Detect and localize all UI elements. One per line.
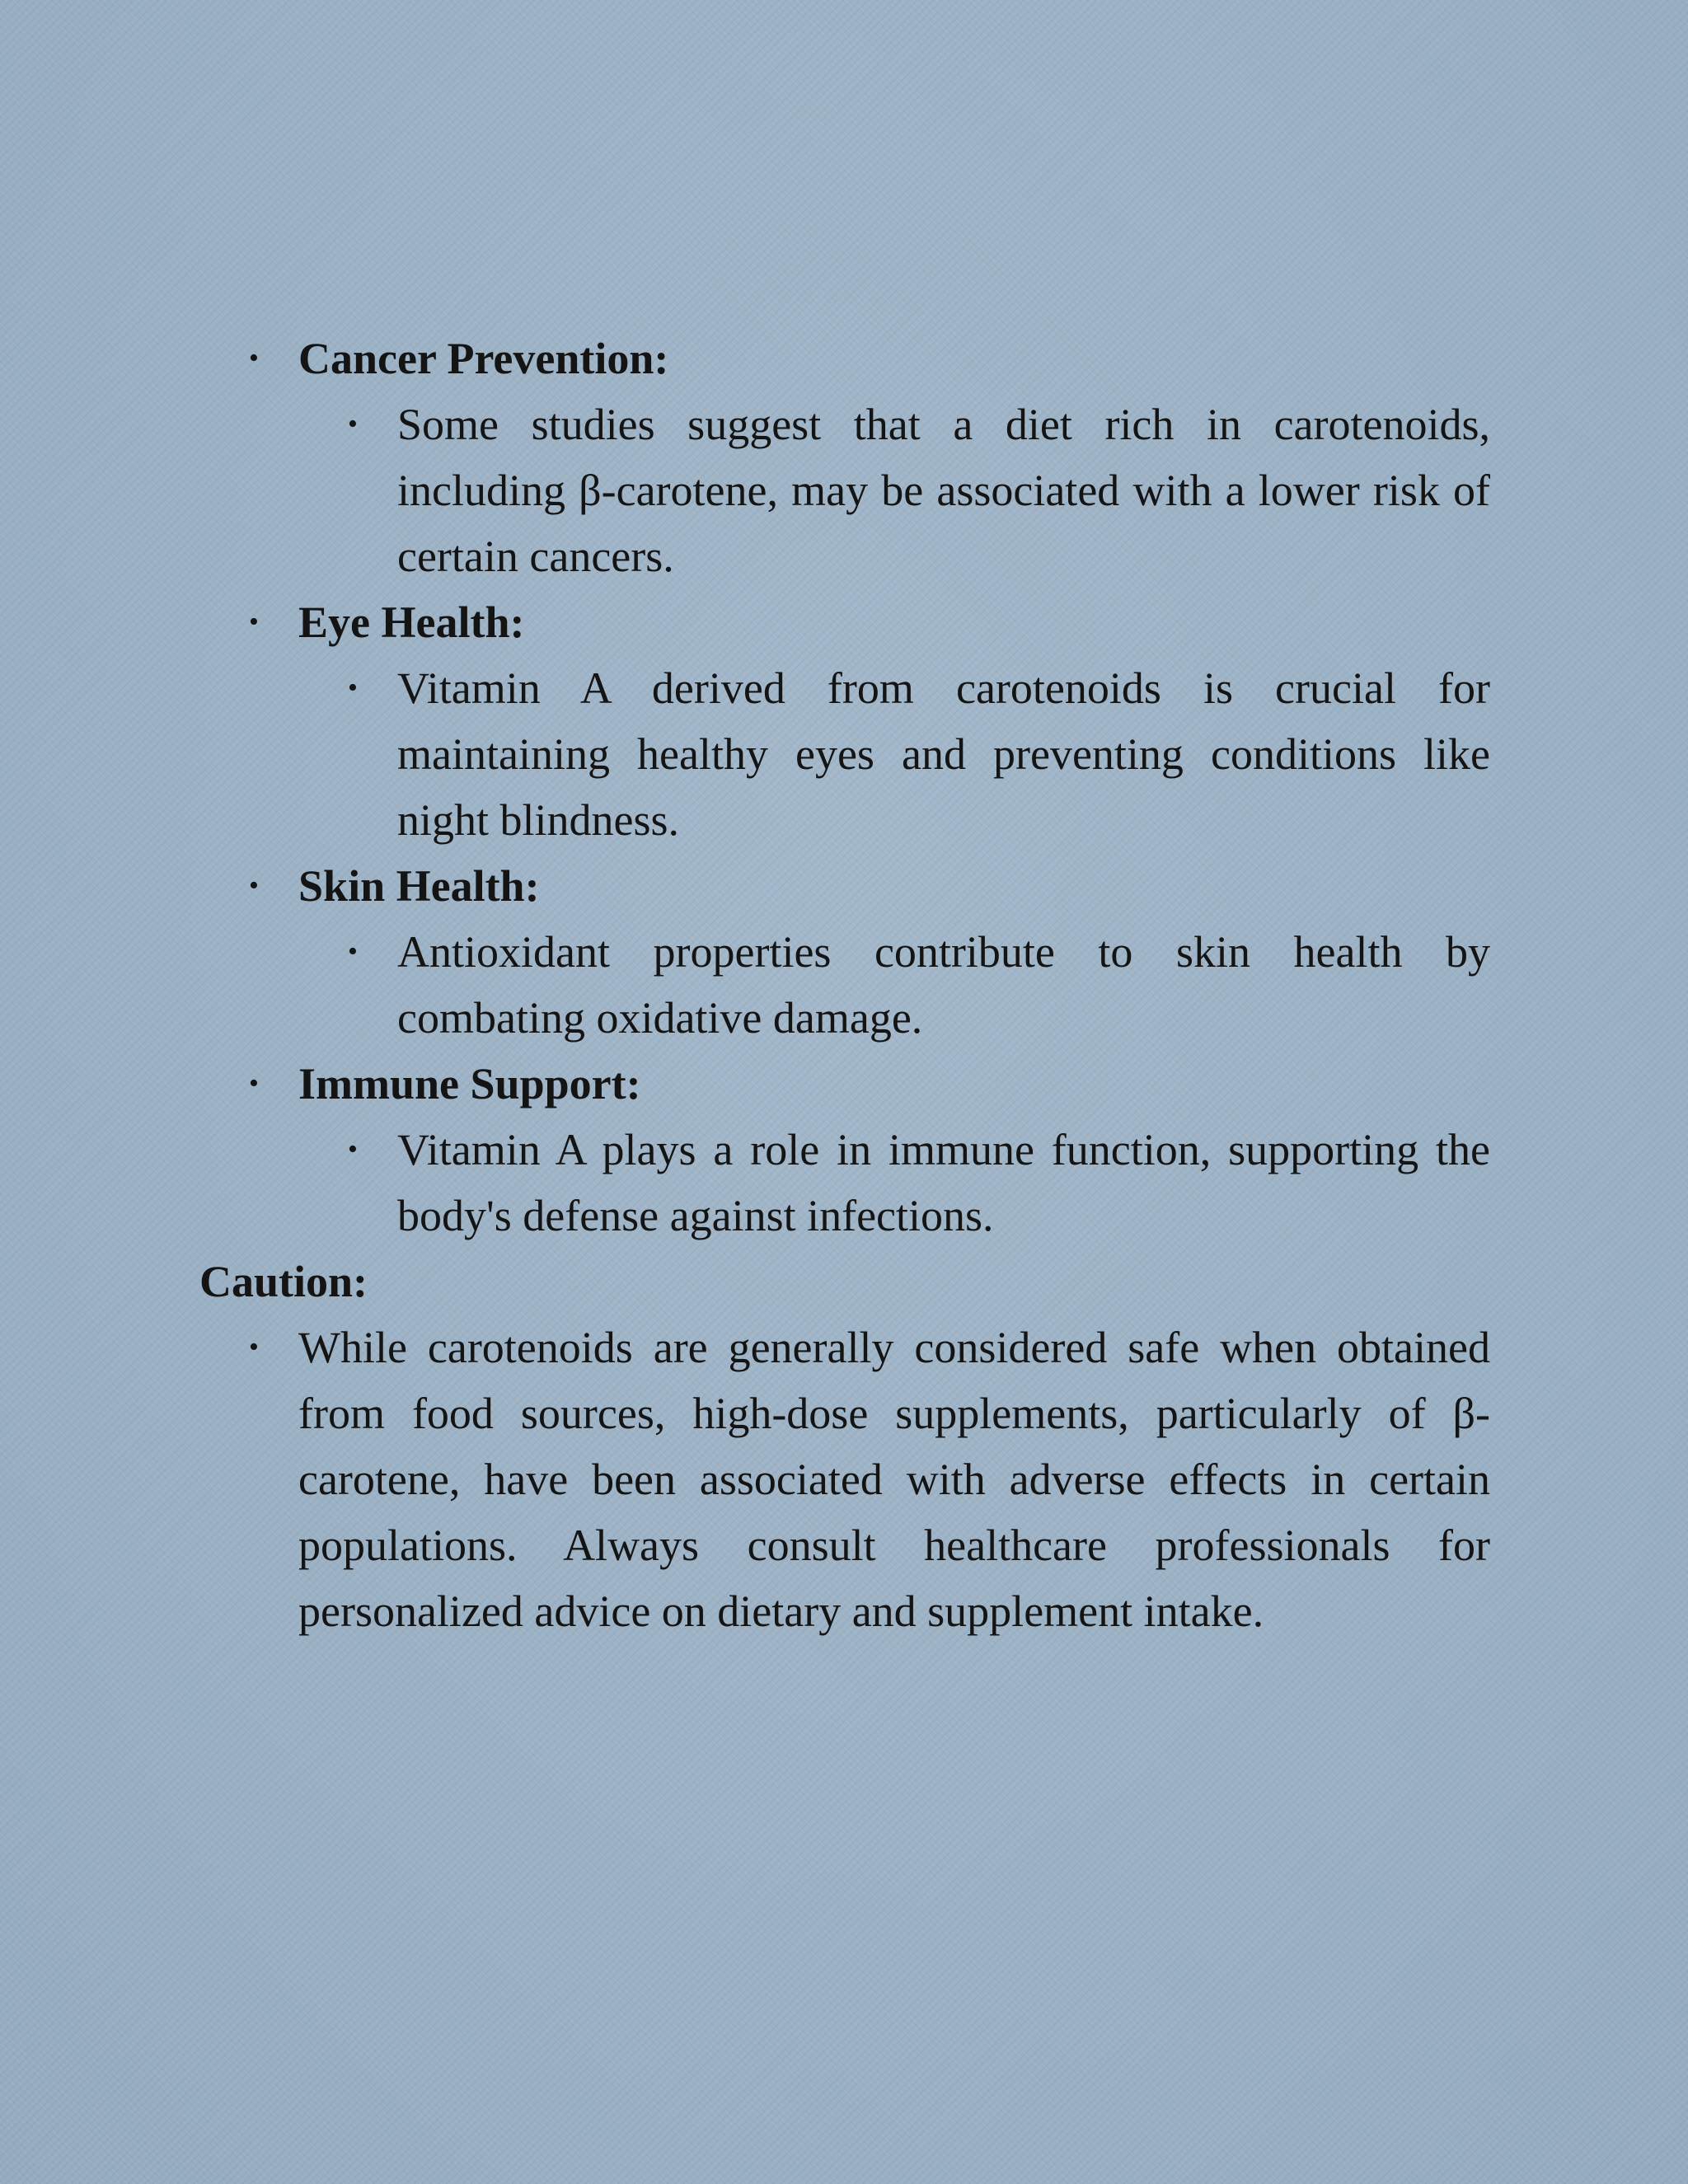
document-content: [199, 326, 1490, 1644]
benefit-sublist: [298, 1117, 1490, 1249]
caution-heading: Caution:: [199, 1257, 368, 1306]
bullet-icon: •: [348, 936, 358, 967]
benefit-heading: Cancer Prevention:: [298, 334, 669, 383]
bullet-icon: •: [249, 1332, 259, 1362]
benefit-detail-text: Antioxidant properties contribute to skin health by combating oxidative damage.: [397, 927, 1490, 1043]
caution-item: [199, 1315, 1490, 1644]
bullet-icon: •: [249, 607, 259, 637]
bullet-icon: •: [348, 673, 358, 703]
caution-text: While carotenoids are generally considered safe when obtained from food sources, high-dose supplements, particularly of β-carotene, have been associated with adverse effects in certain populations. Always consult healthcare professionals for personalized advice on dietary and supplement intake.: [298, 1323, 1490, 1636]
bullet-icon: •: [348, 409, 358, 439]
bullet-icon: •: [249, 1068, 259, 1099]
benefit-sublist: [298, 919, 1490, 1051]
benefit-sublist: [298, 655, 1490, 853]
benefit-item-eye-health: [199, 589, 1490, 853]
bullet-icon: •: [249, 870, 259, 901]
benefit-item-cancer-prevention: [199, 326, 1490, 589]
benefit-detail-text: Vitamin A derived from carotenoids is crucial for maintaining healthy eyes and preventing conditions like night blindness.: [397, 663, 1490, 845]
benefit-sublist: [298, 391, 1490, 589]
caution-list: [199, 1315, 1490, 1644]
bullet-icon: •: [249, 343, 259, 373]
benefit-detail-item: [199, 391, 1490, 589]
benefit-heading: Skin Health:: [298, 861, 540, 911]
benefits-list: [199, 326, 1490, 1249]
benefit-detail-text: Some studies suggest that a diet rich in carotenoids, including β-carotene, may be associated with a lower risk of certain cancers.: [397, 400, 1490, 581]
benefit-detail-item: [199, 1117, 1490, 1249]
benefit-heading: Immune Support:: [298, 1059, 641, 1108]
benefit-detail-text: Vitamin A plays a role in immune function, supporting the body's defense against infections.: [397, 1125, 1490, 1240]
benefit-heading: Eye Health:: [298, 598, 525, 647]
benefit-item-immune-support: [199, 1051, 1490, 1249]
bullet-icon: •: [348, 1134, 358, 1165]
benefit-detail-item: [199, 655, 1490, 853]
benefit-item-skin-health: [199, 853, 1490, 1051]
benefit-detail-item: [199, 919, 1490, 1051]
